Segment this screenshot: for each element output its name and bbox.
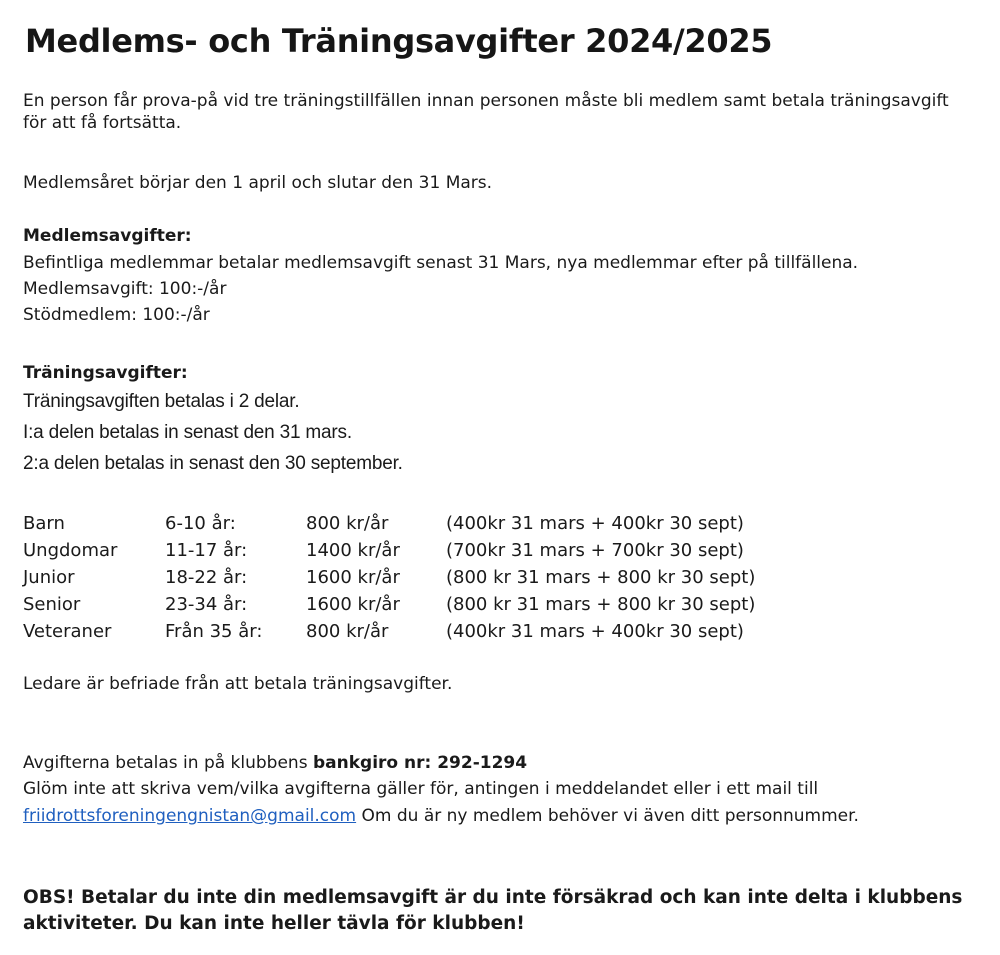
fee-age: 11-17 år: [165,540,248,561]
fee-split: (800 kr 31 mars + 800 kr 30 sept) [446,567,756,588]
fee-group: Veteraner [23,621,112,642]
fee-split: (400kr 31 mars + 400kr 30 sept) [446,513,744,534]
fee-age: Från 35 år: [165,621,263,642]
membership-year-text: Medlemsåret börjar den 1 april och slutar den 31 Mars. [23,173,493,193]
payment-line-1 [23,752,527,774]
payment-line-2: Glöm inte att skriva vem/vilka avgifterna gäller för, antingen i meddelandet eller i ett mail till [23,779,819,799]
fee-age: 18-22 år: [165,567,248,588]
fee-group: Junior [23,567,75,588]
fee-group: Barn [23,513,65,534]
leaders-note: Ledare är befriade från att betala träningsavgifter. [23,674,453,694]
membership-fee-value: Medlemsavgift: 100:-/år [23,279,227,299]
fee-price: 1400 kr/år [306,540,400,561]
fee-price: 1600 kr/år [306,594,400,615]
training-fees-line-2: I:a delen betalas in senast den 31 mars. [23,422,352,443]
fee-age: 6-10 år: [165,513,236,534]
membership-fees-heading: Medlemsavgifter: [23,226,192,246]
training-fees-line-1: Träningsavgiften betalas i 2 delar. [23,391,300,412]
fee-group: Ungdomar [23,540,118,561]
payment-prefix: Avgifterna betalas in på klubbens [23,753,313,773]
fee-group: Senior [23,594,81,615]
obs-line-1: OBS! Betalar du inte din medlemsavgift är du inte försäkrad och kan inte delta i klubbens [23,887,963,908]
fee-price: 1600 kr/år [306,567,400,588]
training-fees-heading: Träningsavgifter: [23,363,188,383]
email-link[interactable]: friidrottsforeningengnistan@gmail.com [23,806,357,826]
fee-price: 800 kr/år [306,513,389,534]
fee-age: 23-34 år: [165,594,248,615]
fee-split: (800 kr 31 mars + 800 kr 30 sept) [446,594,756,615]
support-member-fee-value: Stödmedlem: 100:-/år [23,305,210,325]
bankgiro-number: bankgiro nr: 292-1294 [312,753,528,773]
page-title: Medlems- och Träningsavgifter 2024/2025 [25,22,773,60]
fee-split: (400kr 31 mars + 400kr 30 sept) [446,621,744,642]
personal-number-note: Om du är ny medlem behöver vi även ditt personnummer. [356,806,859,826]
fee-price: 800 kr/år [306,621,389,642]
obs-line-2: aktiviteter. Du kan inte heller tävla för klubben! [23,913,525,934]
intro-line-1: En person får prova-på vid tre träningstillfällen innan personen måste bli medlem samt betala träningsavgift [23,91,949,111]
payment-line-3 [23,805,859,827]
intro-line-2: för att få fortsätta. [23,113,182,133]
fee-split: (700kr 31 mars + 700kr 30 sept) [446,540,744,561]
training-fees-line-3: 2:a delen betalas in senast den 30 september. [23,453,403,474]
membership-fees-line-1: Befintliga medlemmar betalar medlemsavgift senast 31 Mars, nya medlemmar efter på tillfällena. [23,253,859,273]
